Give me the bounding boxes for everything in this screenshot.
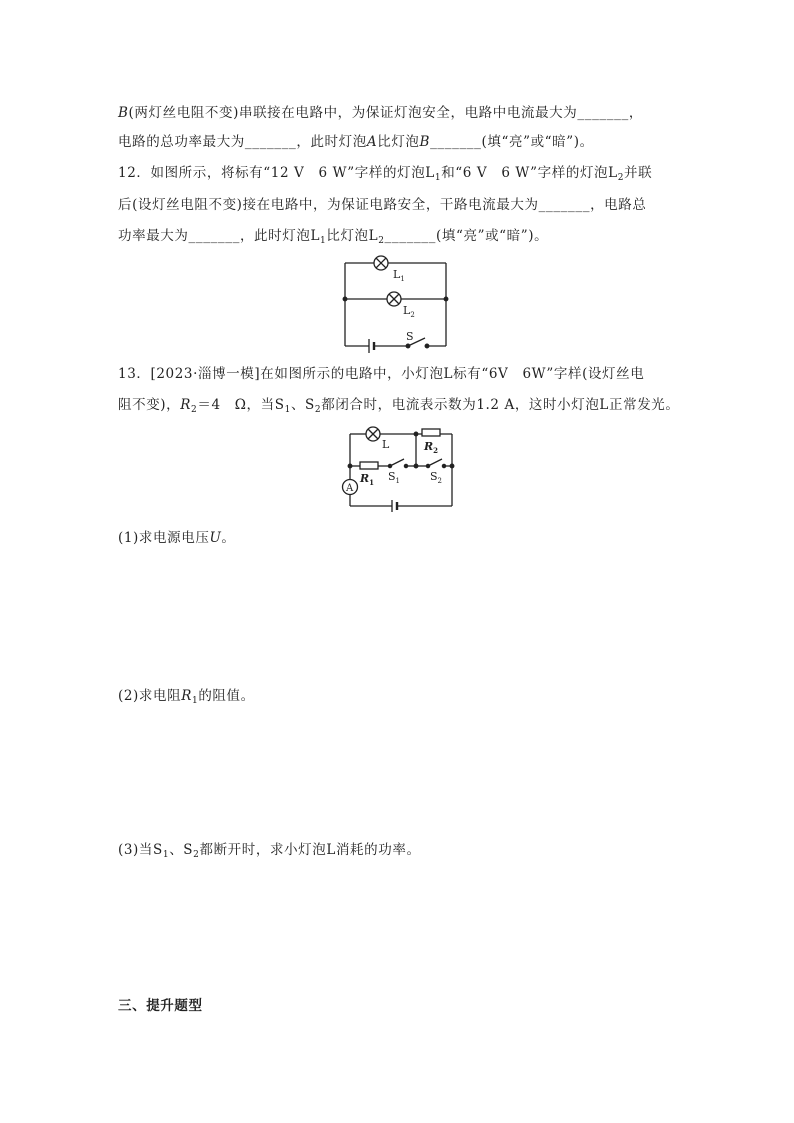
q11-line-2-mid: 比灯泡: [377, 134, 420, 150]
q12-label-l2: $L_2$: [403, 304, 415, 319]
q12-sub-l2: 2: [617, 173, 625, 183]
q13-junction-top: [414, 432, 418, 436]
q13-label-l: L: [382, 438, 390, 451]
q12-sub-l1: 1: [434, 173, 442, 183]
q13-sub-3-sep: 、S: [169, 842, 194, 858]
q13-line-1: 13．[2023·淄博一模]在如图所示的电路中，小灯泡L标有“6V 6W”字样(设灯丝电: [118, 366, 645, 382]
q13-sub-2-rsub: 1: [192, 696, 199, 706]
q13-s2-sub: 2: [314, 405, 322, 415]
q12-line-3-text: 功率最大为_______，此时灯泡L: [118, 228, 321, 244]
q12-line-1-text: 12．如图所示，将标有“12 V 6 W”字样的灯泡L: [118, 165, 435, 181]
q11-label-a: A: [366, 134, 378, 150]
q13-line-2-text: 阻不变)，: [118, 397, 181, 413]
q13-sub-3-s1: 1: [162, 850, 170, 860]
q12-line-3-sub2: 2: [378, 236, 385, 246]
q13-s1-sub: 1: [284, 405, 291, 415]
q13-label-s1: $S_1$: [388, 470, 401, 485]
q12-line-3-mid: 比灯泡L: [326, 228, 379, 244]
q12-circuit-diagram: [330, 250, 460, 355]
q13-sub-1-u: U: [209, 530, 222, 546]
q11-label-b: B: [118, 105, 129, 121]
q11-label-b2: B: [419, 134, 431, 150]
q11-line-2: [118, 132, 594, 152]
q13-sub-3-text: (3)当S: [118, 842, 163, 858]
lamp-l-icon: [366, 427, 380, 441]
q12-line-3-post: _______(填“亮”或“暗”)。: [384, 228, 549, 244]
q13-sub-1: [118, 528, 236, 548]
q13-sub-2-text: (2)求电阻: [118, 688, 182, 704]
q13-sub-2-r: R: [181, 688, 192, 704]
q12-line-2: 后(设灯丝电阻不变)接在电路中，为保证电路安全，干路电流最大为_______，电路总: [118, 197, 647, 213]
resistor-r1-icon: [360, 462, 378, 469]
q13-sub-1-text: (1)求电源电压: [118, 530, 210, 546]
q13-line-2: [118, 395, 680, 415]
q11-line-1-text: (两灯丝电阻不变)串联接在电路中，为保证灯泡安全，电路中电流最大为_______，: [128, 105, 643, 121]
q13-label-r1: $R_1$: [360, 472, 375, 487]
lamp-l1-icon: [374, 256, 388, 270]
q13-circuit-diagram: [336, 424, 462, 514]
q13-r2-sub: 2: [191, 405, 198, 415]
q12-line-1: [118, 163, 652, 183]
q13-sub-2-post: 的阻值。: [198, 688, 255, 704]
q13-label-ammeter: A: [346, 483, 354, 494]
q12-line-1-mid: 和“6 V 6 W”字样的灯泡L: [441, 165, 618, 181]
q13-sub-1-post: 。: [221, 530, 236, 546]
q12-label-s: S: [406, 330, 414, 343]
q13-line-2-sep: 、S: [290, 397, 315, 413]
q13-line-2-post: 都闭合时，电流表示数为1.2 A，这时小灯泡L正常发光。: [321, 397, 680, 413]
q13-sub-3-s2: 2: [193, 850, 200, 860]
battery-icon: [369, 339, 374, 353]
q13-battery-icon: [392, 500, 397, 512]
q12-label-l1: $L_1$: [393, 268, 405, 283]
lamp-l2-icon: [387, 292, 401, 306]
switch-s2-icon: [426, 459, 445, 468]
q12-line-3: [118, 226, 548, 246]
q11-line-2-text: 电路的总功率最大为_______，此时灯泡: [118, 134, 367, 150]
q12-line-3-sub1: 1: [320, 236, 327, 246]
q13-label-s2: $S_2$: [430, 470, 443, 485]
q13-sub-2: [118, 686, 255, 706]
q13-line-2-mid: ＝4 Ω，当S: [197, 397, 285, 413]
q11-line-1: [118, 103, 643, 123]
switch-s1-icon: [388, 459, 407, 468]
q13-sub-3-post: 都断开时，求小灯泡L消耗的功率。: [199, 842, 421, 858]
q13-r2-symbol: R: [180, 397, 192, 413]
q13-sub-3: [118, 840, 421, 860]
section-title: 三、提升题型: [118, 998, 203, 1014]
resistor-r2-icon: [422, 429, 440, 436]
q12-line-1-post: 并联: [624, 165, 653, 181]
q11-line-2-post: _______(填“亮”或“暗”)。: [430, 134, 594, 150]
q13-label-r2: $R_2$: [424, 440, 439, 455]
